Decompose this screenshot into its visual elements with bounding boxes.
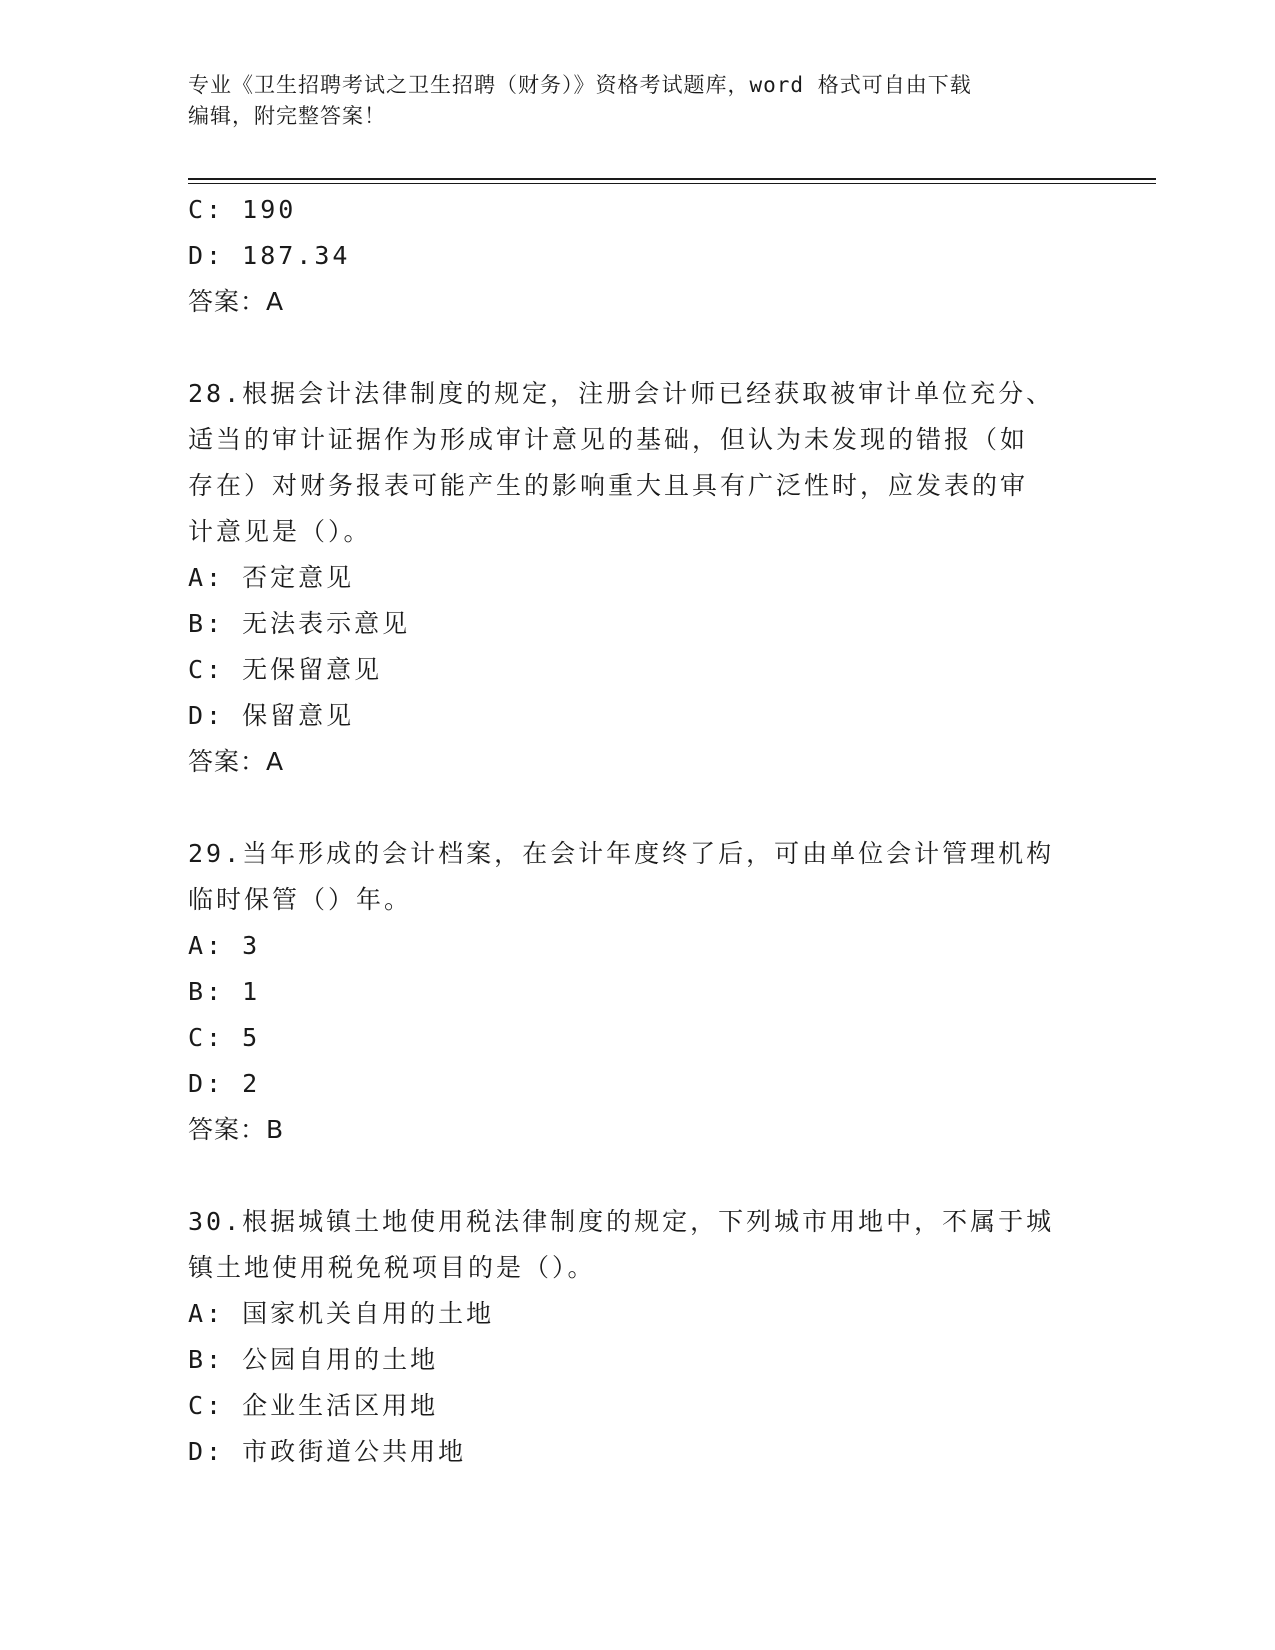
spacer xyxy=(188,325,1088,371)
question-text-line: 28.根据会计法律制度的规定，注册会计师已经获取被审计单位充分、 xyxy=(188,379,1055,408)
option-c: C: 企业生活区用地 xyxy=(188,1391,439,1420)
question-text-line: 镇土地使用税免税项目的是（）。 xyxy=(188,1253,596,1282)
option-b: B: 无法表示意见 xyxy=(188,609,411,638)
header-divider-thick xyxy=(188,178,1156,180)
header-title-line-2: 编辑，附完整答案！ xyxy=(188,104,386,128)
option-a: A: 否定意见 xyxy=(188,563,355,592)
spacer xyxy=(188,785,1088,831)
spacer xyxy=(188,1153,1088,1199)
option-b: B: 1 xyxy=(188,977,261,1006)
question-block-30 xyxy=(188,1199,1088,1475)
question-text-line: 适当的审计证据作为形成审计意见的基础，但认为未发现的错报（如 xyxy=(188,425,1029,454)
question-block-29 xyxy=(188,831,1088,1153)
header-divider-thin xyxy=(188,183,1156,184)
question-text-line: 30.根据城镇土地使用税法律制度的规定，下列城市用地中，不属于城 xyxy=(188,1207,1055,1236)
question-text-line: 计意见是（）。 xyxy=(188,517,372,546)
option-c: C: 190 xyxy=(188,195,297,224)
option-d: D: 2 xyxy=(188,1069,261,1098)
question-list xyxy=(188,187,1088,1475)
answer-line: 答案：A xyxy=(188,747,285,776)
question-text-line: 29.当年形成的会计档案，在会计年度终了后，可由单位会计管理机构 xyxy=(188,839,1055,868)
option-a: A: 国家机关自用的土地 xyxy=(188,1299,495,1328)
option-a: A: 3 xyxy=(188,931,261,960)
answer-line: 答案：A xyxy=(188,287,285,316)
option-b: B: 公园自用的土地 xyxy=(188,1345,439,1374)
question-text-line: 存在）对财务报表可能产生的影响重大且具有广泛性时，应发表的审 xyxy=(188,471,1029,500)
option-d: D: 保留意见 xyxy=(188,701,355,730)
question-block-28 xyxy=(188,371,1088,785)
header-title-line-1: 专业《卫生招聘考试之卫生招聘（财务）》资格考试题库，word 格式可自由下载 xyxy=(188,73,972,97)
document-header xyxy=(188,70,1088,132)
option-c: C: 5 xyxy=(188,1023,261,1052)
answer-line: 答案：B xyxy=(188,1115,285,1144)
option-d: D: 187.34 xyxy=(188,241,351,270)
option-c: C: 无保留意见 xyxy=(188,655,383,684)
question-text-line: 临时保管（）年。 xyxy=(188,885,413,914)
option-d: D: 市政街道公共用地 xyxy=(188,1437,467,1466)
